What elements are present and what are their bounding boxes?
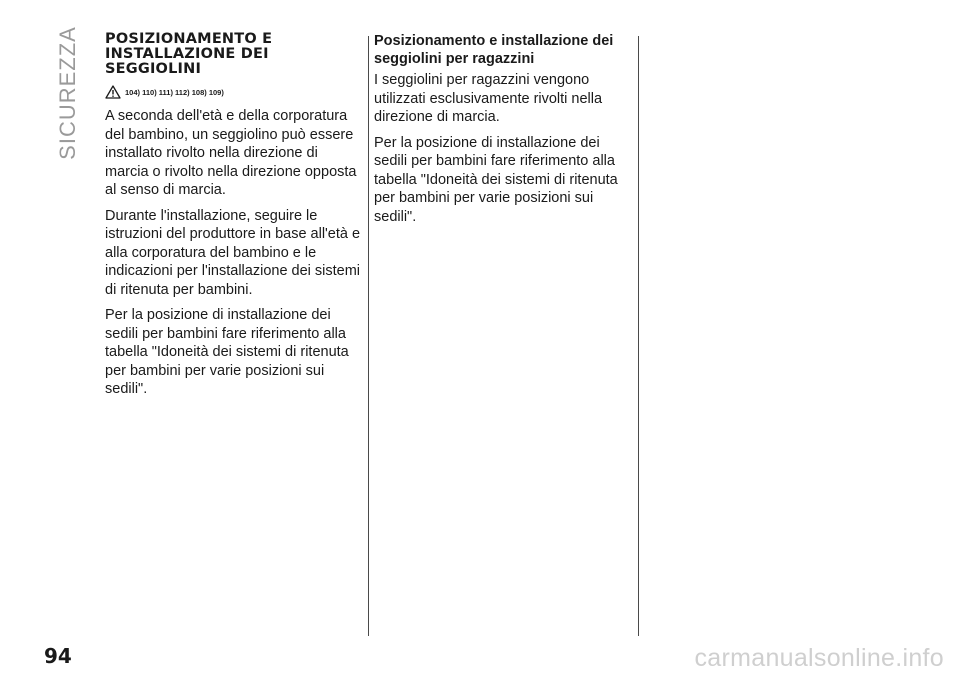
paragraph: Per la posizione di installazione dei sedili per bambini fare riferimento alla tabella "Idoneità dei sistemi di ritenuta per bambini per varie posizioni sui sedili". (105, 307, 349, 397)
paragraph: Per la posizione di installazione dei sedili per bambini fare riferimento alla tabella "Idoneità dei sistemi di ritenuta per bambini per varie posizioni sui sedili". (374, 134, 618, 225)
column-divider-right (638, 36, 639, 636)
paragraph: I seggiolini per ragazzini vengono utilizzati esclusivamente rivolti nella direzione di marcia. (374, 72, 603, 125)
paragraph: A seconda dell'età e della corporatura del bambino, un seggiolino può essere installato rivolto nella direzione di marcia o rivolto nella direzione opposta al senso di marcia. (105, 108, 357, 198)
subsection-heading: Posizionamento e installazione dei seggiolini per ragazzini (374, 33, 614, 67)
section-heading: POSIZIONAMENTO E INSTALLAZIONE DEI SEGGIOLINI (105, 31, 273, 77)
page-number: 94 (44, 644, 72, 668)
warning-reference-numbers: 104) 110) 111) 112) 108) 109) (125, 87, 224, 97)
paragraph: Durante l'installazione, seguire le istruzioni del produttore in base all'età e alla corporatura del bambino e le indicazioni per l'installazione dei sistemi di ritenuta per bambini. (105, 207, 361, 298)
section-tab (48, 28, 88, 158)
section-tab-label: SICUREZZA (55, 26, 80, 160)
column-divider-left (368, 36, 369, 636)
watermark: carmanualsonline.info (694, 644, 944, 672)
left-column (105, 32, 363, 406)
right-column (374, 32, 632, 233)
warning-triangle-icon (105, 85, 121, 99)
warning-references (105, 85, 363, 99)
